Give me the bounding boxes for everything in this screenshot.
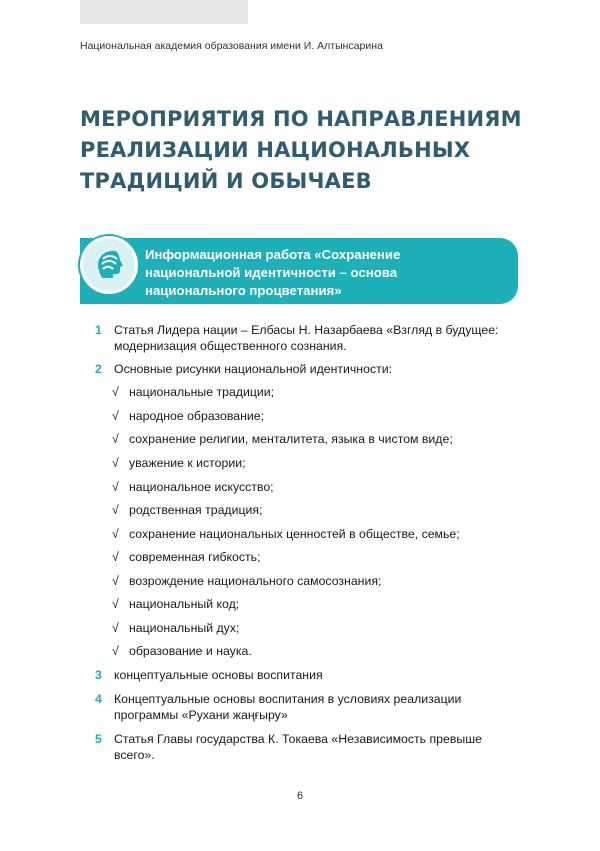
list-item-line: концептуальные основы воспитания xyxy=(114,668,323,682)
list-item-number: 5 xyxy=(95,732,102,746)
list-item-text xyxy=(114,667,534,683)
page-number: 6 xyxy=(296,790,304,802)
organization-header: Национальная академия образования имени И. Алтынсарина xyxy=(80,40,383,52)
check-icon: √ xyxy=(112,574,119,588)
list-item-number: 2 xyxy=(95,362,102,376)
banner-heading-line: Информационная работа «Сохранение xyxy=(145,247,401,262)
list-item-line: Основные рисунки национальной идентичности: xyxy=(114,362,393,376)
sub-list-item-text: возрождение национального самосознания; xyxy=(129,574,382,588)
sub-list-item-text: народное образование; xyxy=(129,409,265,423)
check-icon: √ xyxy=(112,550,119,564)
check-icon: √ xyxy=(112,644,119,658)
sub-list-item-text: национальное искусство; xyxy=(129,480,274,494)
profile-head-icon xyxy=(89,245,129,285)
page-title-line: МЕРОПРИЯТИЯ ПО НАПРАВЛЕНИЯМ xyxy=(80,107,522,131)
list-item-text xyxy=(114,691,534,723)
page-title-line: РЕАЛИЗАЦИИ НАЦИОНАЛЬНЫХ xyxy=(80,138,471,162)
sub-list-item-text: национальный дух; xyxy=(129,621,240,635)
sub-list-item-text: родственная традиция; xyxy=(129,503,263,517)
list-item-line: Концептуальные основы воспитания в условиях реализации xyxy=(114,692,462,706)
list-item-line: всего». xyxy=(114,748,155,762)
check-icon: √ xyxy=(112,597,119,611)
list-item-line: Статья Главы государства К. Токаева «Независимость превыше xyxy=(114,732,482,746)
list-item-line: модернизация общественного сознания. xyxy=(114,339,347,353)
top-gray-bar xyxy=(80,0,248,24)
banner-heading xyxy=(145,246,505,300)
banner-heading-line: национальной идентичности – основа xyxy=(145,265,398,280)
sub-list-item-text: сохранение национальных ценностей в обществе, семье; xyxy=(129,527,460,541)
banner-heading-line: национального процветания» xyxy=(145,283,342,298)
list-item-text xyxy=(114,731,534,763)
sub-list-item-text: сохранение религии, менталитета, языка в чистом виде; xyxy=(129,432,453,446)
sub-list-item-text: современная гибкость; xyxy=(129,550,261,564)
list-item-line: программы «Рухани жаңғыру» xyxy=(114,708,288,722)
sub-list-item-text: образование и наука. xyxy=(129,644,252,658)
check-icon: √ xyxy=(112,621,119,635)
banner-icon-badge xyxy=(80,236,138,294)
check-icon: √ xyxy=(112,456,119,470)
list-item-number: 3 xyxy=(95,668,102,682)
list-item-line: Статья Лидера нации – Елбасы Н. Назарбаева «Взгляд в будущее: xyxy=(114,323,499,337)
list-item-text xyxy=(114,322,534,354)
list-item-number: 4 xyxy=(95,692,102,706)
check-icon: √ xyxy=(112,480,119,494)
check-icon: √ xyxy=(112,527,119,541)
check-icon: √ xyxy=(112,432,119,446)
sub-list-item-text: национальные традиции; xyxy=(129,385,275,399)
page-title-line: ТРАДИЦИЙ И ОБЫЧАЕВ xyxy=(80,169,372,193)
list-item-number: 1 xyxy=(95,323,102,337)
check-icon: √ xyxy=(112,409,119,423)
sub-list-item-text: национальный код; xyxy=(129,597,240,611)
page-title xyxy=(80,104,522,197)
check-icon: √ xyxy=(112,385,119,399)
list-item-text xyxy=(114,361,534,377)
sub-list-item-text: уважение к истории; xyxy=(129,456,246,470)
check-icon: √ xyxy=(112,503,119,517)
